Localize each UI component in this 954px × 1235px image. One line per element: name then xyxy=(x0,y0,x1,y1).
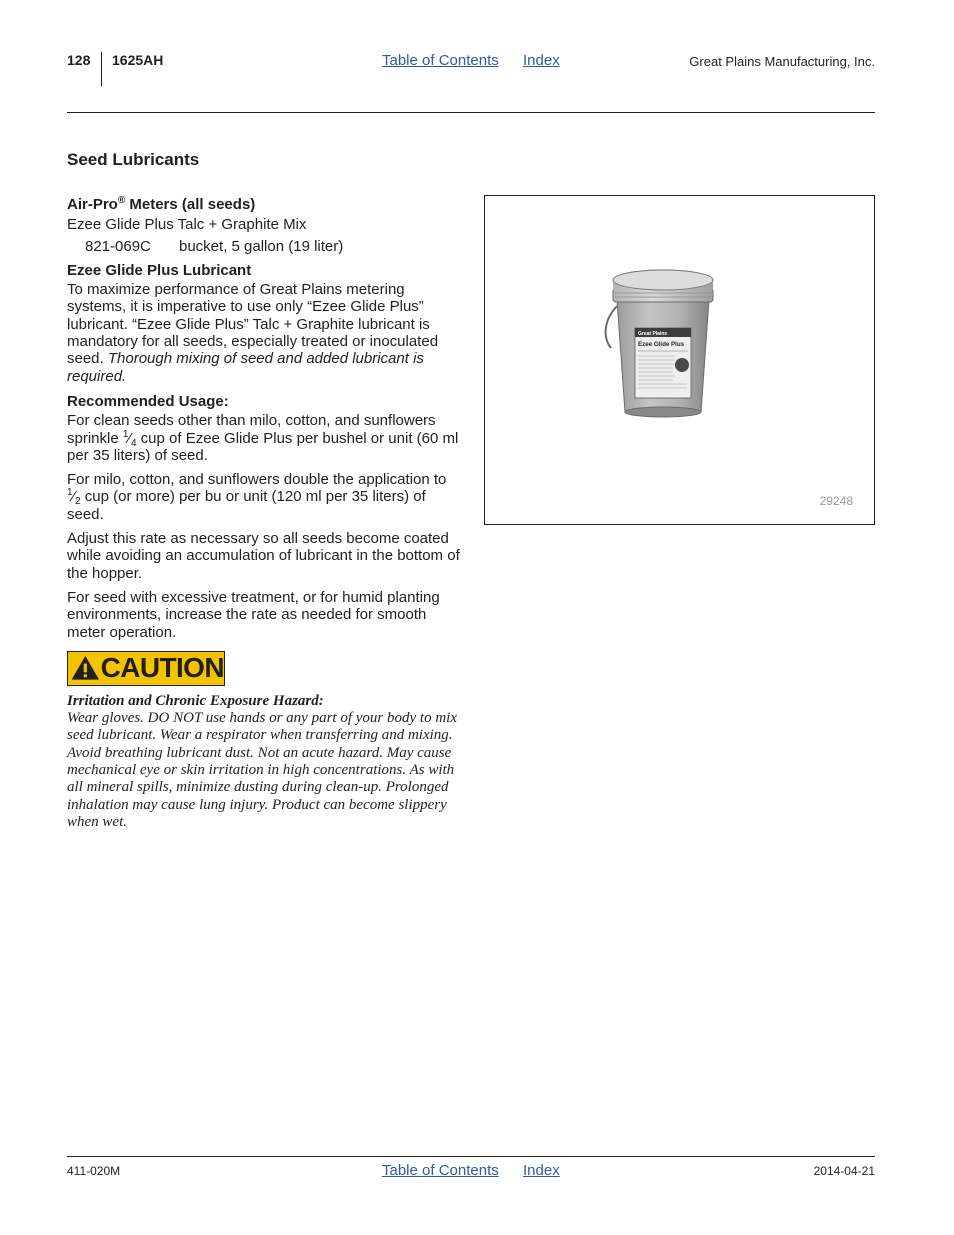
header-index-link[interactable]: Index xyxy=(523,52,560,69)
warning-triangle-icon xyxy=(71,654,100,682)
hazard-body: Wear gloves. DO NOT use hands or any part of your body to mix seed lubricant. Wear a respirator when transferring and mixing. Avoid breathing lubricant dust. Not an acute hazard. May cause mechanical eye or skin irritation in high concentrations. As with all mineral spills, minimize dusting during clean-up. Prolonged inhalation may cause lung injury. Product can become slippery when wet. xyxy=(67,710,457,830)
usage-paragraph-2: For milo, cotton, and sunflowers double the application to $^1⁄_2$ cup (or more) per bu or unit (120 ml per 35 liters) of seed. xyxy=(67,471,447,523)
lubricant-bucket-image xyxy=(601,266,725,426)
company-name: Great Plains Manufacturing, Inc. xyxy=(689,54,875,69)
figure-number: 29248 xyxy=(819,494,853,508)
part-number: 821-069C xyxy=(85,237,151,255)
header-rule xyxy=(67,112,875,113)
lubricant-paragraph: To maximize performance of Great Plains metering systems, it is imperative to use only “Ezee Glide Plus” lubricant. “Ezee Glide Plus” Talc + Graphite lubricant is mandatory for all seeds, especially treated or inoculated seed. Thorough mixing of seed and added lubricant is required. xyxy=(67,281,439,385)
footer-date: 2014-04-21 xyxy=(813,1164,875,1178)
footer-doc-number: 411-020M xyxy=(67,1164,121,1178)
footer-toc-link[interactable]: Table of Contents xyxy=(382,1162,499,1179)
bucket-label-product: Ezee Glide Plus xyxy=(638,341,685,348)
lubricant-heading: Ezee Glide Plus Lubricant xyxy=(67,261,252,279)
footer-rule xyxy=(67,1156,875,1157)
usage-paragraph-4: For seed with excessive treatment, or for humid planting environments, increase the rate as needed for smooth meter operation. xyxy=(67,588,440,641)
caution-label xyxy=(67,651,225,686)
fraction-quarter: $^1⁄_4$ xyxy=(122,428,137,449)
hazard-title: Irritation and Chronic Exposure Hazard: xyxy=(67,692,324,709)
usage-paragraph-3: Adjust this rate as necessary so all seeds become coated while avoiding an accumulation of lubricant in the bottom of the hopper. xyxy=(67,530,460,582)
fraction-half: $^1⁄_2$ xyxy=(67,487,81,508)
caution-text: CAUTION xyxy=(100,652,224,684)
part-row xyxy=(67,238,462,255)
header-divider xyxy=(101,52,102,86)
bucket-label-brand: Great Plains xyxy=(638,331,668,337)
section-title: Seed Lubricants xyxy=(67,150,200,169)
usage-paragraph-1: For clean seeds other than milo, cotton, and sunflowers sprinkle $^1⁄_4$ cup of Ezee Glide Plus per bushel or unit (60 ml per 35 liters) of seed. xyxy=(67,412,459,464)
page-number: 128 xyxy=(67,52,91,68)
footer-index-link[interactable]: Index xyxy=(523,1162,560,1179)
part-description: bucket, 5 gallon (19 liter) xyxy=(179,237,344,255)
header-toc-link[interactable]: Table of Contents xyxy=(382,52,499,69)
usage-heading: Recommended Usage: xyxy=(67,392,229,410)
model-name: 1625AH xyxy=(112,52,164,68)
meters-heading: Air-Pro® Meters (all seeds) xyxy=(67,195,256,213)
left-column xyxy=(67,196,462,831)
product-name: Ezee Glide Plus Talc + Graphite Mix xyxy=(67,216,307,234)
hazard-statement xyxy=(67,693,462,831)
figure-box xyxy=(484,195,875,525)
